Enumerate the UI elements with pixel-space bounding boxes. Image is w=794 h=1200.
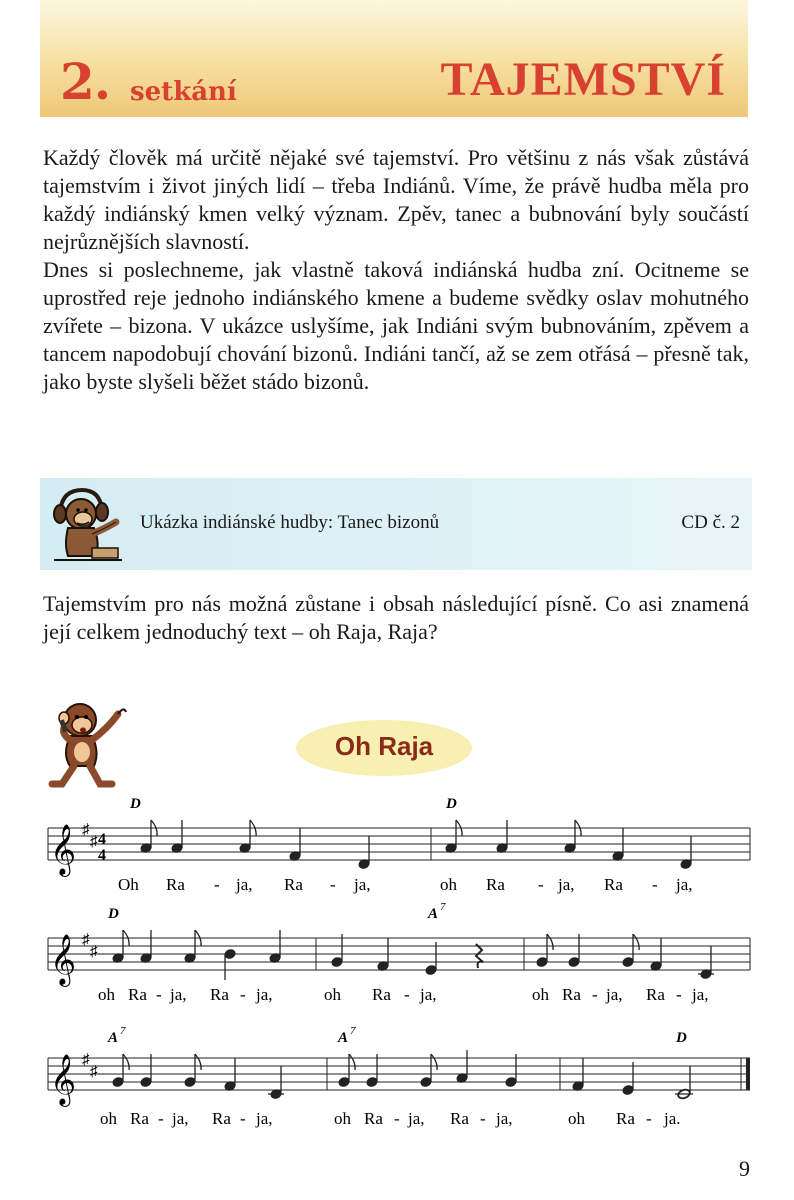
- lyric-syllable: ja,: [170, 985, 187, 1004]
- lyric-syllable: -: [240, 1109, 246, 1128]
- lyric-syllable: Ra: [128, 985, 147, 1004]
- lyric-syllable: ja,: [692, 985, 709, 1004]
- lyric-syllable: ja,: [496, 1109, 513, 1128]
- lyric-syllable: Ra: [284, 875, 303, 894]
- time-signature-top: 4: [98, 831, 106, 848]
- chapter-title: TAJEMSTVÍ: [440, 53, 726, 106]
- lyric-syllable: -: [480, 1109, 486, 1128]
- staff-system-1: [48, 796, 750, 894]
- lyric-syllable: Ra: [130, 1109, 149, 1128]
- lyric-syllable: Ra: [646, 985, 665, 1004]
- treble-clef-icon: 𝄞: [50, 935, 77, 984]
- listening-label: Ukázka indiánské hudby: Tanec bizonů: [140, 512, 440, 533]
- lyric-syllable: Oh: [118, 875, 139, 894]
- lyric-syllable: -: [676, 985, 682, 1004]
- sharp-icon: ♯: [82, 932, 90, 948]
- chord-symbol: D: [108, 906, 119, 922]
- lyric-syllable: Ra: [562, 985, 581, 1004]
- lyric-syllable: -: [214, 875, 220, 894]
- lyric-syllable: ja,: [420, 985, 437, 1004]
- lyric-syllable: Ra: [212, 1109, 231, 1128]
- lyrics-line: [100, 1109, 681, 1128]
- notes: [112, 1050, 693, 1100]
- treble-clef-icon: 𝄞: [50, 1055, 77, 1104]
- lyric-syllable: oh: [324, 985, 341, 1004]
- sharp-icon: ♯: [90, 944, 98, 960]
- lyric-syllable: ja,: [354, 875, 371, 894]
- staff-system-3: [48, 1025, 750, 1128]
- lyric-syllable: ja,: [606, 985, 623, 1004]
- lyric-syllable: -: [330, 875, 336, 894]
- chord-symbol: A: [108, 1030, 119, 1046]
- listening-box: [40, 478, 752, 570]
- lyric-syllable: -: [156, 985, 162, 1004]
- lyric-syllable: ja,: [236, 875, 253, 894]
- lyric-syllable: ja,: [172, 1109, 189, 1128]
- lyric-syllable: -: [652, 875, 658, 894]
- lyrics-line: [98, 985, 709, 1004]
- singing-monkey-icon: [40, 694, 130, 790]
- chord-superscript: 7: [120, 1025, 126, 1037]
- lyric-syllable: Ra: [372, 985, 391, 1004]
- sharp-icon: ♯: [82, 822, 90, 838]
- lyric-syllable: oh: [98, 985, 115, 1004]
- lyric-syllable: ja.: [664, 1109, 681, 1128]
- listening-cd: CD č. 2: [681, 512, 740, 533]
- chord-superscript: 7: [440, 901, 446, 913]
- lyric-syllable: -: [240, 985, 246, 1004]
- lyric-syllable: Ra: [486, 875, 505, 894]
- chord-symbol: A: [338, 1030, 349, 1046]
- lyrics-line: [118, 875, 693, 894]
- intro-paragraph-2: Dnes si poslechneme, jak vlastně taková indiánská hudba zní. Ocitneme se uprostřed reje jednoho indiánského kmene a budeme svědky oslav mohutného zvířete – bizona. V ukázce uslyšíme, jak Indiáni svým bubnováním, zpěvem a tancem napodobují chování bizonů. Indiáni tančí, až se zem otřásá – přesně tak, jako byste slyšeli běžet stádo bizonů.: [43, 257, 749, 394]
- song-title: Oh Raja: [334, 731, 434, 761]
- lyric-syllable: ja,: [408, 1109, 425, 1128]
- lyric-syllable: oh: [532, 985, 549, 1004]
- chapter-word: setkání: [130, 77, 237, 107]
- lyric-syllable: ja,: [676, 875, 693, 894]
- monkey-headphones-icon: [46, 482, 126, 566]
- sharp-icon: ♯: [90, 1064, 98, 1080]
- page-number: 9: [739, 1156, 750, 1181]
- lyric-syllable: -: [538, 875, 544, 894]
- lyric-syllable: Ra: [616, 1109, 635, 1128]
- chord-symbol: D: [130, 796, 141, 812]
- chord-superscript: 7: [350, 1025, 356, 1037]
- lyric-syllable: ja,: [256, 985, 273, 1004]
- lyric-syllable: oh: [100, 1109, 117, 1128]
- lyric-syllable: ja,: [256, 1109, 273, 1128]
- chord-symbol: A: [428, 906, 439, 922]
- lyric-syllable: ja,: [558, 875, 575, 894]
- lyric-syllable: Ra: [450, 1109, 469, 1128]
- chapter-number: 2.: [60, 52, 111, 111]
- lyric-syllable: Ra: [604, 875, 623, 894]
- lyric-syllable: oh: [568, 1109, 585, 1128]
- lyric-syllable: Ra: [210, 985, 229, 1004]
- sheet-music: [0, 790, 794, 1170]
- lyric-syllable: -: [592, 985, 598, 1004]
- sharp-icon: ♯: [82, 1052, 90, 1068]
- time-signature-bottom: 4: [98, 847, 106, 864]
- lyric-syllable: oh: [334, 1109, 351, 1128]
- treble-clef-icon: 𝄞: [50, 825, 77, 874]
- lyric-syllable: Ra: [166, 875, 185, 894]
- lyric-syllable: -: [394, 1109, 400, 1128]
- chord-symbol: D: [446, 796, 457, 812]
- notes: [140, 820, 692, 869]
- lyric-syllable: -: [646, 1109, 652, 1128]
- lyric-syllable: Ra: [364, 1109, 383, 1128]
- question-text: Tajemstvím pro nás možná zůstane i obsah následující písně. Co asi znamená její celkem jednoduchý text – oh Raja, Raja?: [43, 591, 749, 644]
- lyric-syllable: -: [404, 985, 410, 1004]
- lyric-syllable: oh: [440, 875, 457, 894]
- lyric-syllable: -: [158, 1109, 164, 1128]
- chord-symbol: D: [676, 1030, 687, 1046]
- intro-paragraph-1: Každý člověk má určitě nějaké své tajemství. Pro většinu z nás však zůstává tajemstvím i život jiných lidí – třeba Indiánů. Víme, že právě hudba měla pro každý indiánský kmen velký význam. Zpěv, tanec a bubnování byly součástí nejrůznějších slavností.: [43, 145, 749, 254]
- sharp-icon: ♯: [90, 834, 98, 850]
- intro-text: [43, 144, 749, 396]
- staff-system-2: [48, 901, 750, 1004]
